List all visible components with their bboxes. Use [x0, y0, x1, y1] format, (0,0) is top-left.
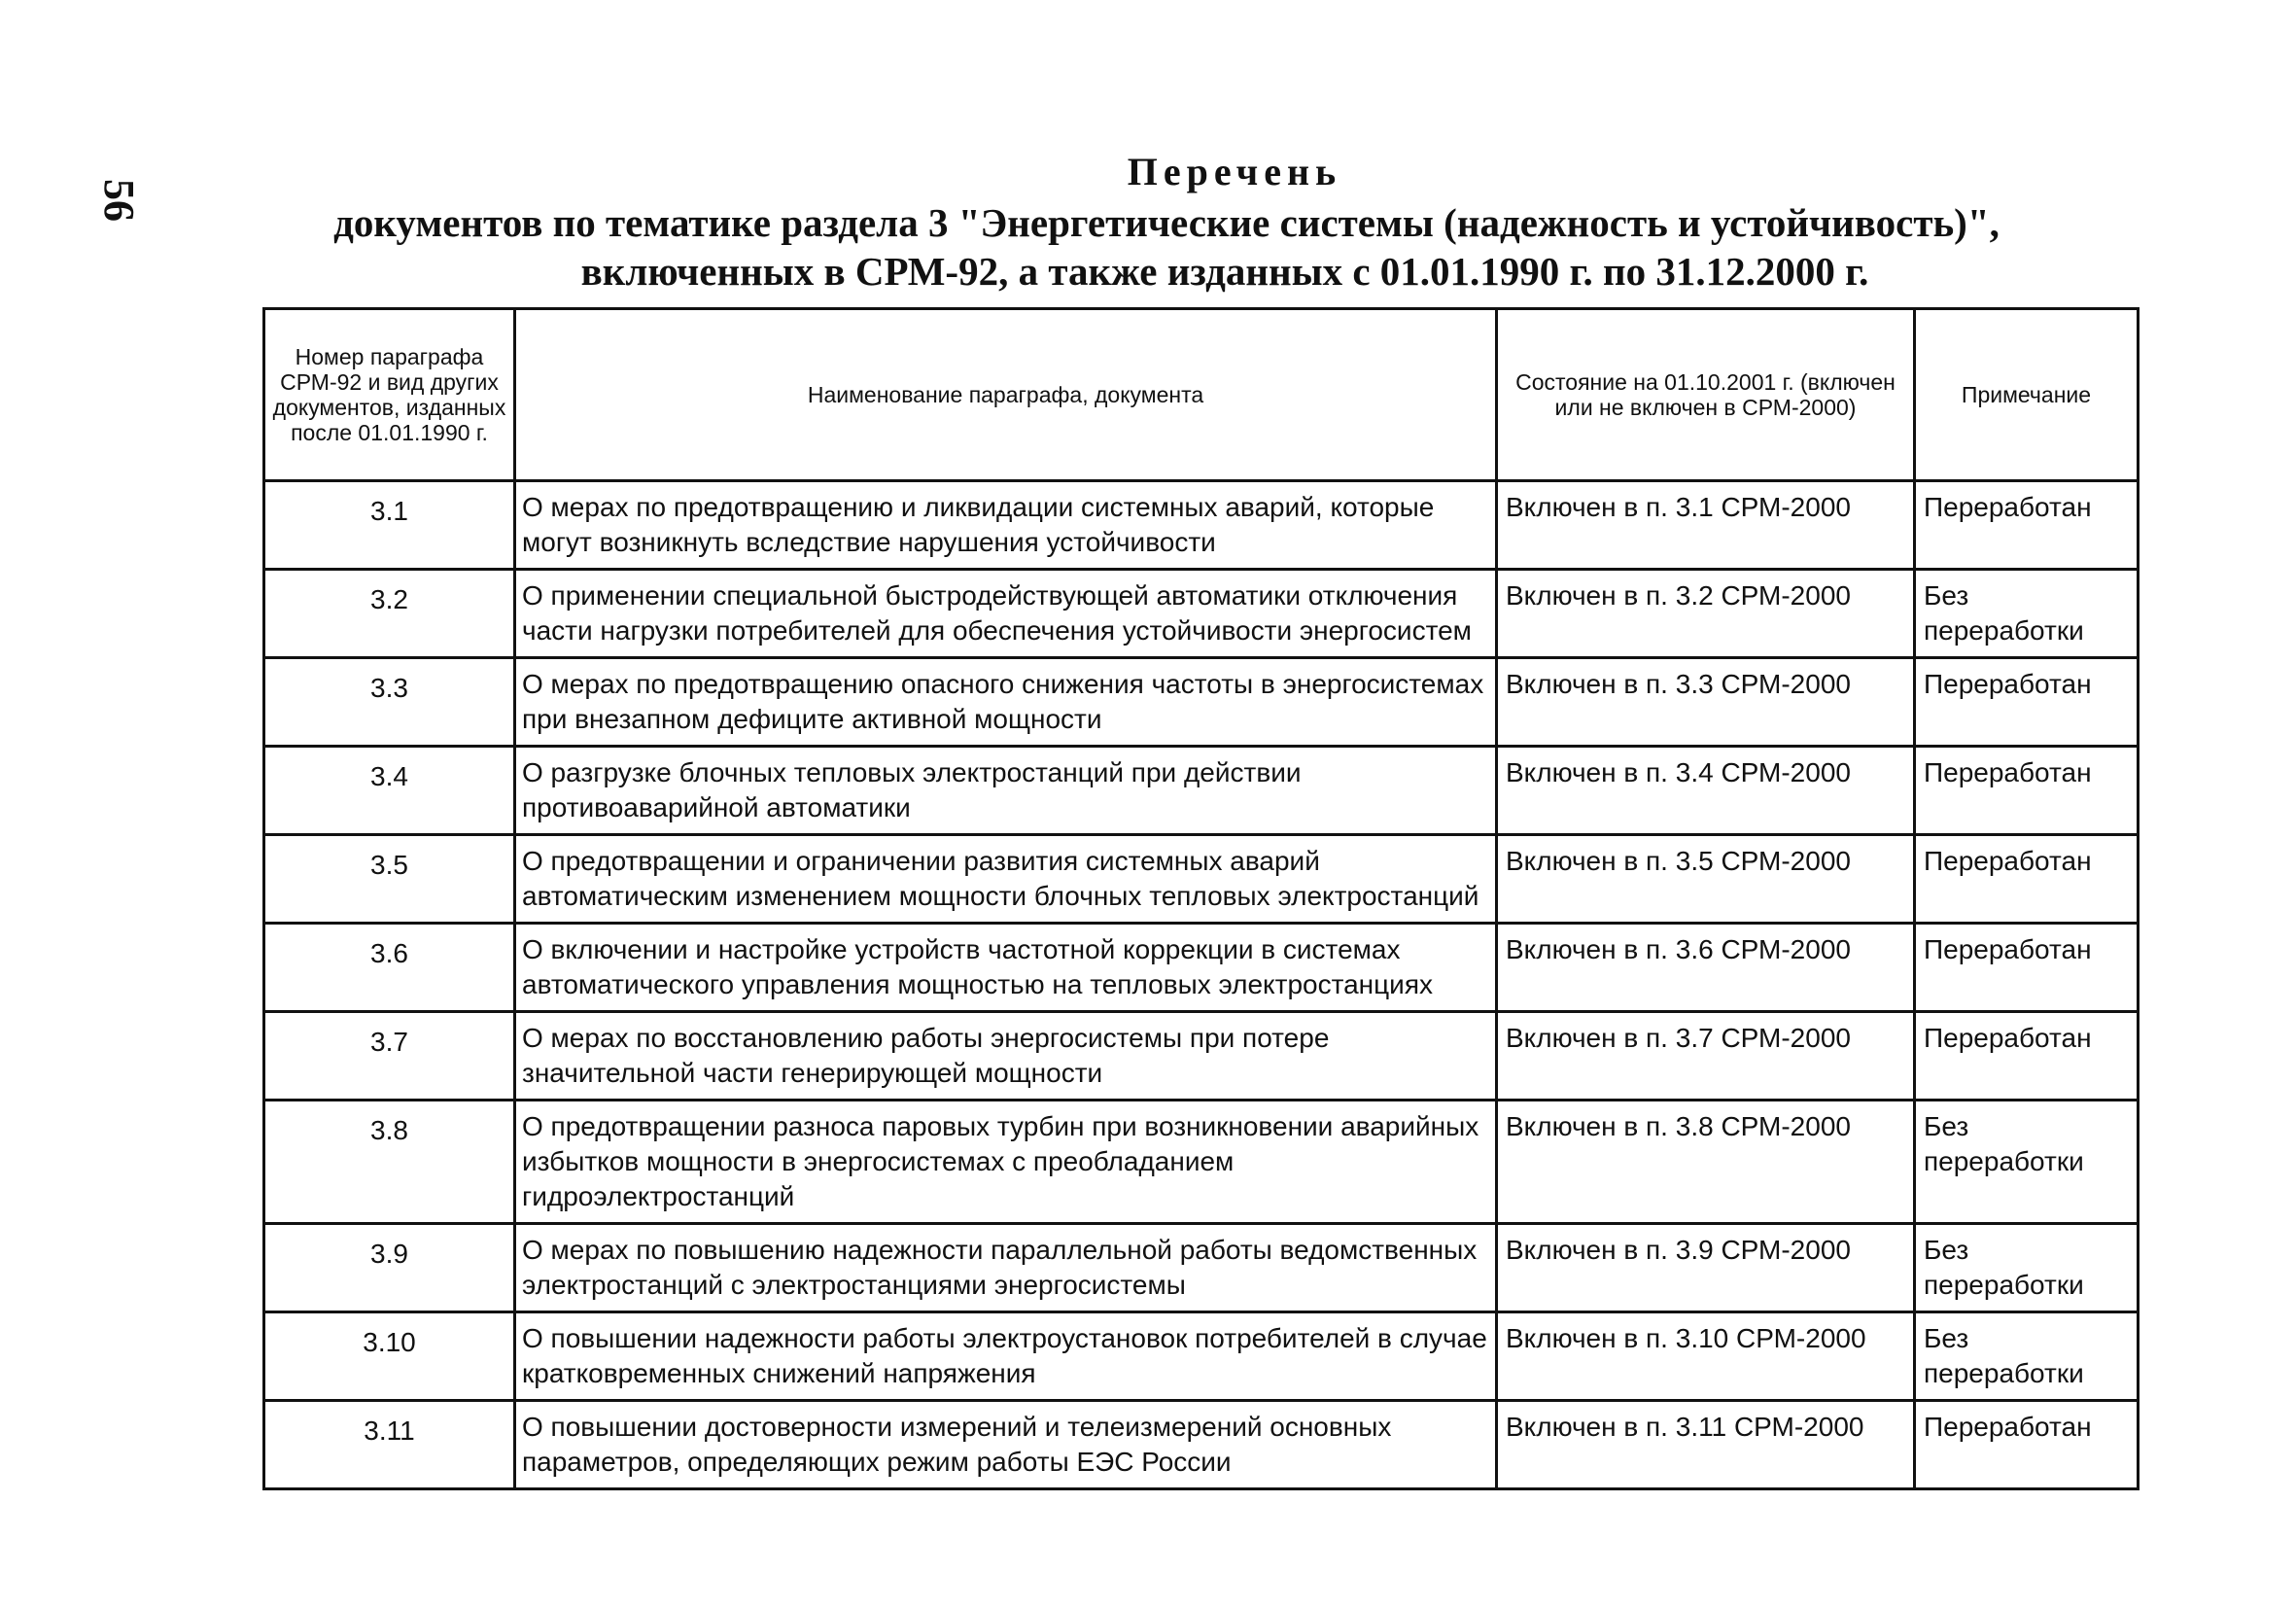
cell-note: Без переработки — [1915, 1312, 2139, 1401]
cell-number: 3.4 — [264, 747, 515, 835]
table-row — [264, 481, 2139, 570]
cell-status: Включен в п. 3.10 СРМ-2000 — [1497, 1312, 1915, 1401]
cell-name: О повышении надежности работы электроустановок потребителей в случае кратковременных снижений напряжения — [515, 1312, 1497, 1401]
cell-note: Переработан — [1915, 1012, 2139, 1101]
cell-number: 3.2 — [264, 570, 515, 658]
table-row — [264, 570, 2139, 658]
title-line-1: документов по тематике раздела 3 "Энергетические системы (надежность и устойчивость)", — [333, 200, 2000, 245]
cell-note: Переработан — [1915, 481, 2139, 570]
table-row — [264, 1312, 2139, 1401]
table-row — [264, 1224, 2139, 1312]
title-main: Перечень — [1127, 150, 1342, 193]
cell-status: Включен в п. 3.1 СРМ-2000 — [1497, 481, 1915, 570]
cell-status: Включен в п. 3.9 СРМ-2000 — [1497, 1224, 1915, 1312]
table-row — [264, 1012, 2139, 1101]
cell-name: О мерах по восстановлению работы энергосистемы при потере значительной части генерирующей мощности — [515, 1012, 1497, 1101]
cell-number: 3.3 — [264, 658, 515, 747]
cell-name: О включении и настройке устройств частотной коррекции в системах автоматического управления мощностью на тепловых электростанциях — [515, 924, 1497, 1012]
table-row — [264, 658, 2139, 747]
document-title — [292, 146, 2041, 296]
cell-number: 3.1 — [264, 481, 515, 570]
cell-number: 3.6 — [264, 924, 515, 1012]
cell-status: Включен в п. 3.8 СРМ-2000 — [1497, 1101, 1915, 1224]
cell-number: 3.9 — [264, 1224, 515, 1312]
cell-note: Без переработки — [1915, 570, 2139, 658]
header-note: Примечание — [1915, 309, 2139, 481]
table-header-row — [264, 309, 2139, 481]
cell-number: 3.7 — [264, 1012, 515, 1101]
header-number: Номер параграфа СРМ-92 и вид других документов, изданных после 01.01.1990 г. — [264, 309, 515, 481]
cell-note: Переработан — [1915, 747, 2139, 835]
cell-status: Включен в п. 3.3 СРМ-2000 — [1497, 658, 1915, 747]
title-line-2: включенных в СРМ-92, а также изданных с 01.01.1990 г. по 31.12.2000 г. — [580, 249, 1869, 294]
table-row — [264, 1401, 2139, 1489]
table-row — [264, 835, 2139, 924]
cell-status: Включен в п. 3.6 СРМ-2000 — [1497, 924, 1915, 1012]
cell-number: 3.8 — [264, 1101, 515, 1224]
cell-name: О применении специальной быстродействующей автоматики отключения части нагрузки потребителей для обеспечения устойчивости энергосистем — [515, 570, 1497, 658]
cell-number: 3.10 — [264, 1312, 515, 1401]
cell-status: Включен в п. 3.4 СРМ-2000 — [1497, 747, 1915, 835]
cell-name: О предотвращении разноса паровых турбин при возникновении аварийных избытков мощности в энергосистемах с преобладанием гидроэлектростанций — [515, 1101, 1497, 1224]
cell-number: 3.5 — [264, 835, 515, 924]
page-number: 56 — [95, 179, 143, 222]
cell-status: Включен в п. 3.2 СРМ-2000 — [1497, 570, 1915, 658]
cell-note: Переработан — [1915, 835, 2139, 924]
table-row — [264, 747, 2139, 835]
cell-note: Переработан — [1915, 924, 2139, 1012]
cell-status: Включен в п. 3.11 СРМ-2000 — [1497, 1401, 1915, 1489]
cell-note: Без переработки — [1915, 1101, 2139, 1224]
cell-status: Включен в п. 3.7 СРМ-2000 — [1497, 1012, 1915, 1101]
cell-name: О мерах по предотвращению опасного снижения частоты в энергосистемах при внезапном дефиците активной мощности — [515, 658, 1497, 747]
documents-table — [262, 307, 2139, 1490]
header-name: Наименование параграфа, документа — [515, 309, 1497, 481]
table-row — [264, 924, 2139, 1012]
cell-name: О мерах по повышению надежности параллельной работы ведомственных электростанций с электростанциями энергосистемы — [515, 1224, 1497, 1312]
cell-name: О повышении достоверности измерений и телеизмерений основных параметров, определяющих режим работы ЕЭС России — [515, 1401, 1497, 1489]
cell-name: О разгрузке блочных тепловых электростанций при действии противоаварийной автоматики — [515, 747, 1497, 835]
cell-note: Переработан — [1915, 1401, 2139, 1489]
header-status: Состояние на 01.10.2001 г. (включен или не включен в СРМ-2000) — [1497, 309, 1915, 481]
table-row — [264, 1101, 2139, 1224]
cell-name: О мерах по предотвращению и ликвидации системных аварий, которые могут возникнуть вследствие нарушения устойчивости — [515, 481, 1497, 570]
cell-number: 3.11 — [264, 1401, 515, 1489]
cell-note: Без переработки — [1915, 1224, 2139, 1312]
cell-status: Включен в п. 3.5 СРМ-2000 — [1497, 835, 1915, 924]
cell-note: Переработан — [1915, 658, 2139, 747]
cell-name: О предотвращении и ограничении развития системных аварий автоматическим изменением мощности блочных тепловых электростанций — [515, 835, 1497, 924]
